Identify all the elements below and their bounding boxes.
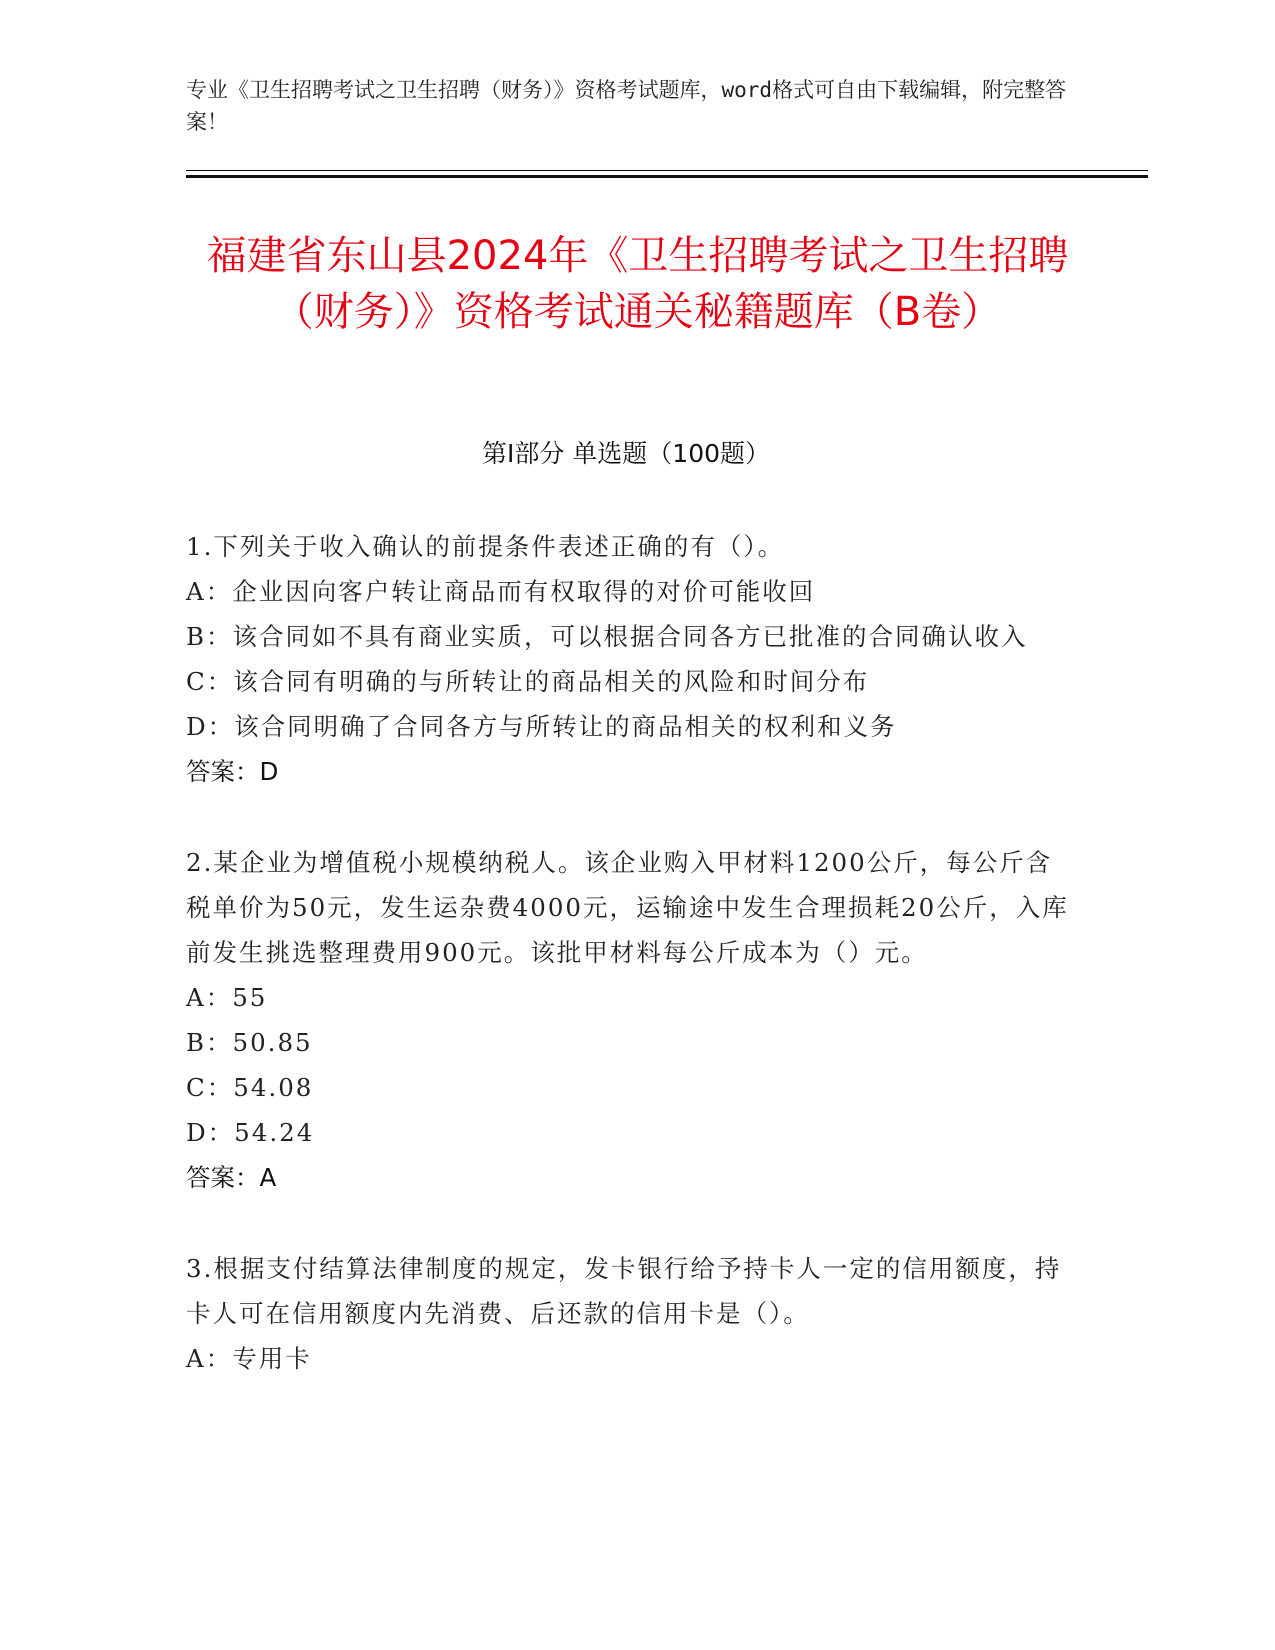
question-option-d: D：54.24 xyxy=(186,1118,315,1147)
section-title: 第Ⅰ部分 单选题（100题） xyxy=(481,439,771,468)
question-item xyxy=(186,1246,1076,1381)
question-answer: 答案：D xyxy=(186,757,279,786)
question-option-b: B：50.85 xyxy=(186,1028,313,1057)
question-answer: 答案：A xyxy=(186,1163,277,1192)
question-option-c: C：54.08 xyxy=(186,1073,314,1102)
question-option-a: A：专用卡 xyxy=(186,1344,312,1373)
question-option-d: D：该合同明确了合同各方与所转让的商品相关的权利和义务 xyxy=(186,712,897,741)
question-item xyxy=(186,524,1076,794)
document-title: 福建省东山县2024年《卫生招聘考试之卫生招聘（财务）》资格考试通关秘籍题库（B卷） xyxy=(206,233,1069,335)
header-rule-thick xyxy=(186,175,1148,178)
question-option-a: A：企业因向客户转让商品而有权取得的对价可能收回 xyxy=(186,577,816,606)
question-option-b: B：该合同如不具有商业实质，可以根据合同各方已批准的合同确认收入 xyxy=(186,622,1028,651)
header-rule-thin xyxy=(186,170,1148,171)
question-stem: 2.某企业为增值税小规模纳税人。该企业购入甲材料1200公斤，每公斤含税单价为50元，发生运杂费4000元，运输途中发生合理损耗20公斤，入库前发生挑选整理费用900元。该批甲材料每公斤成本为（）元。 xyxy=(186,848,1069,967)
question-item xyxy=(186,840,1076,1200)
question-stem: 3.根据支付结算法律制度的规定，发卡银行给予持卡人一定的信用额度，持卡人可在信用额度内先消费、后还款的信用卡是（）。 xyxy=(186,1254,1062,1328)
question-stem: 1.下列关于收入确认的前提条件表述正确的有（）。 xyxy=(186,532,785,561)
question-option-c: C：该合同有明确的与所转让的商品相关的风险和时间分布 xyxy=(186,667,870,696)
question-list xyxy=(186,524,1076,1427)
question-option-a: A：55 xyxy=(186,983,268,1012)
header-note: 专业《卫生招聘考试之卫生招聘（财务）》资格考试题库，word格式可自由下载编辑，附完整答案！ xyxy=(186,78,1067,134)
